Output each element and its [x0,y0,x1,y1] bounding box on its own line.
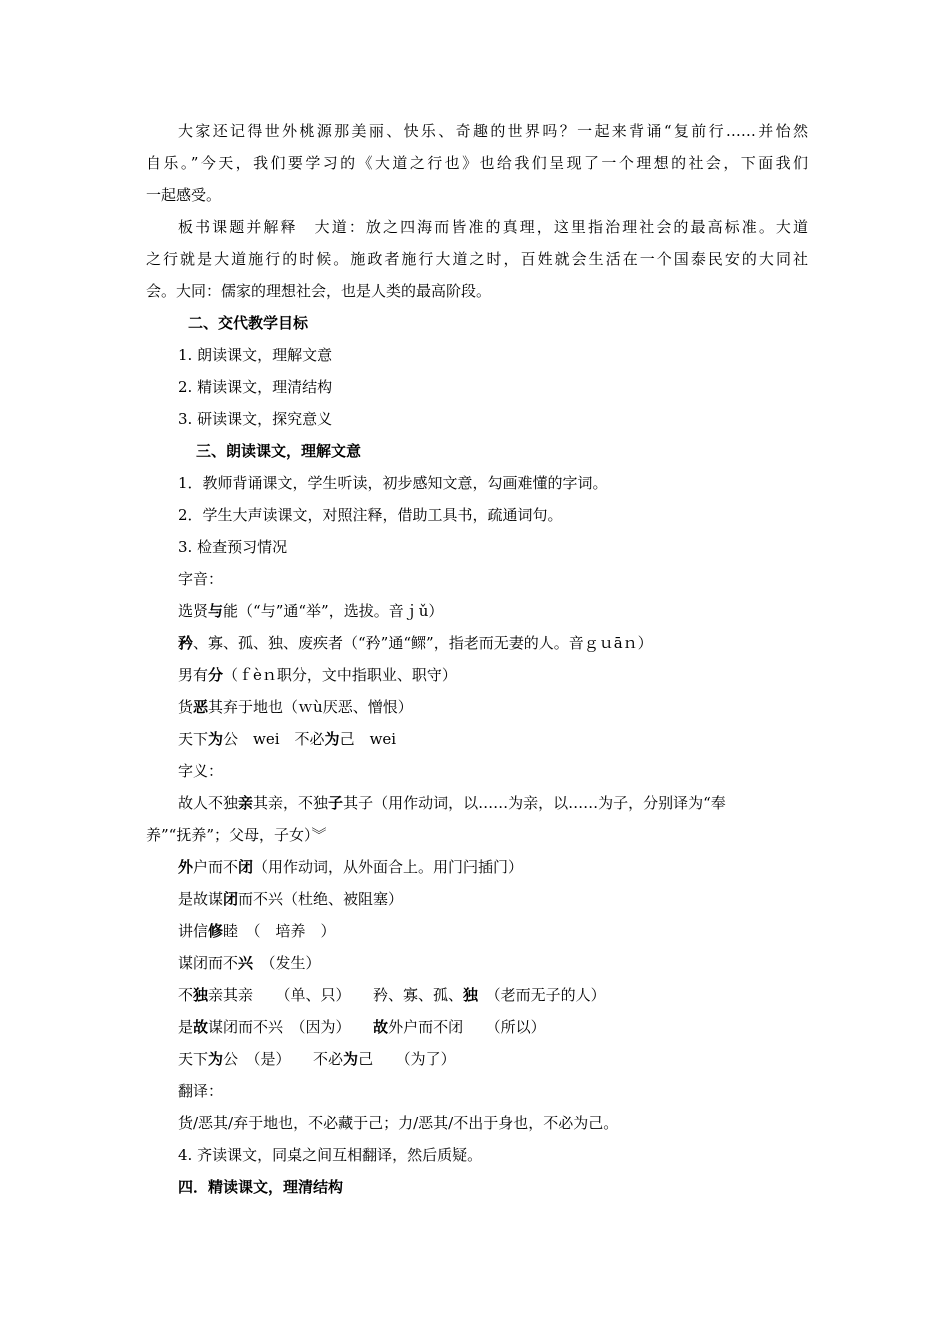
zi-yi-line-6: 不独亲其亲 （单、只） 矜、寡、孤、独 （老而无子的人） [178,986,606,1004]
intro-line-6: 会。大同：儒家的理想社会，也是人类的最高阶段。 [146,282,492,300]
section-2-heading: 二、交代教学目标 [188,314,309,332]
zi-yin-line-2: 矜、寡、孤、独、废疾者（“矜”通“鳏”，指老而无妻的人。音ｇｕāｎ） [178,634,653,652]
intro-line-2: 自乐。”今天，我们要学习的《大道之行也》也给我们呈现了一个理想的社会，下面我们 [146,154,808,172]
intro-line-1: 大家还记得世外桃源那美丽、快乐、奇趣的世界吗？一起来背诵“复前行……并怡然 [178,122,808,140]
zi-yi-line-4: 讲信修睦 （ 培养 ） [178,922,336,940]
goal-item-2: 2. 精读课文，理清结构 [178,378,333,396]
zi-yin-line-1: 选贤与能（“与”通“举”，选拔。音ｊǔ） [178,602,444,620]
zi-yin-label: 字音： [178,570,224,588]
section-4-heading: 四．精读课文，理清结构 [178,1178,344,1196]
zi-yi-line-1: 故人不独亲其亲，不独子其子（用作动词，以……为亲，以……为子，分别译为“奉 [178,794,726,812]
zi-yi-label: 字义： [178,762,224,780]
reading-item-3: 3. 检查预习情况 [178,538,288,556]
zi-yi-line-5: 谋闭而不兴 （发生） [178,954,321,972]
zi-yin-line-4: 货恶其弃于地也（ｗù厌恶、憎恨） [178,698,413,716]
reading-item-4: 4. 齐读课文，同桌之间互相翻译，然后质疑。 [178,1146,483,1164]
intro-line-5: 之行就是大道施行的时候。施政者施行大道之时，百姓就会生活在一个国泰民安的大同社 [146,250,808,268]
zi-yi-line-7: 是故谋闭而不兴 （因为） 故外户而不闭 （所以） [178,1018,546,1036]
zi-yi-line-1b: 养”“抚养”；父母，子女）︾ [146,826,327,844]
zi-yin-line-5: 天下为公 wei 不必为己 wei [178,730,397,748]
goal-item-1: 1. 朗读课文，理解文意 [178,346,333,364]
intro-line-4: 板书课题并解释 大道：放之四海而皆准的真理，这里指治理社会的最高标准。大道 [178,218,808,236]
zi-yin-line-3: 男有分（ｆèｎ职分，文中指职业、职守） [178,666,457,684]
goal-item-3: 3. 研读课文，探究意义 [178,410,333,428]
zi-yi-line-3: 是故谋闭而不兴（杜绝、被阻塞） [178,890,404,908]
reading-item-2: 2．学生大声读课文，对照注释，借助工具书，疏通词句。 [178,506,563,524]
translation-text: 货/恶其/弃于地也，不必藏于己；力/恶其/不出于身也，不必为己。 [178,1114,619,1132]
zi-yi-line-8: 天下为公 （是） 不必为己 （为了） [178,1050,456,1068]
reading-item-1: 1．教师背诵课文，学生听读，初步感知文意，勾画难懂的字词。 [178,474,608,492]
zi-yi-line-2: 外户而不闭（用作动词，从外面合上。用门闩插门） [178,858,524,876]
section-3-heading: 三、朗读课文，理解文意 [196,442,362,460]
intro-line-3: 一起感受。 [146,186,222,204]
translation-label: 翻译： [178,1082,224,1100]
